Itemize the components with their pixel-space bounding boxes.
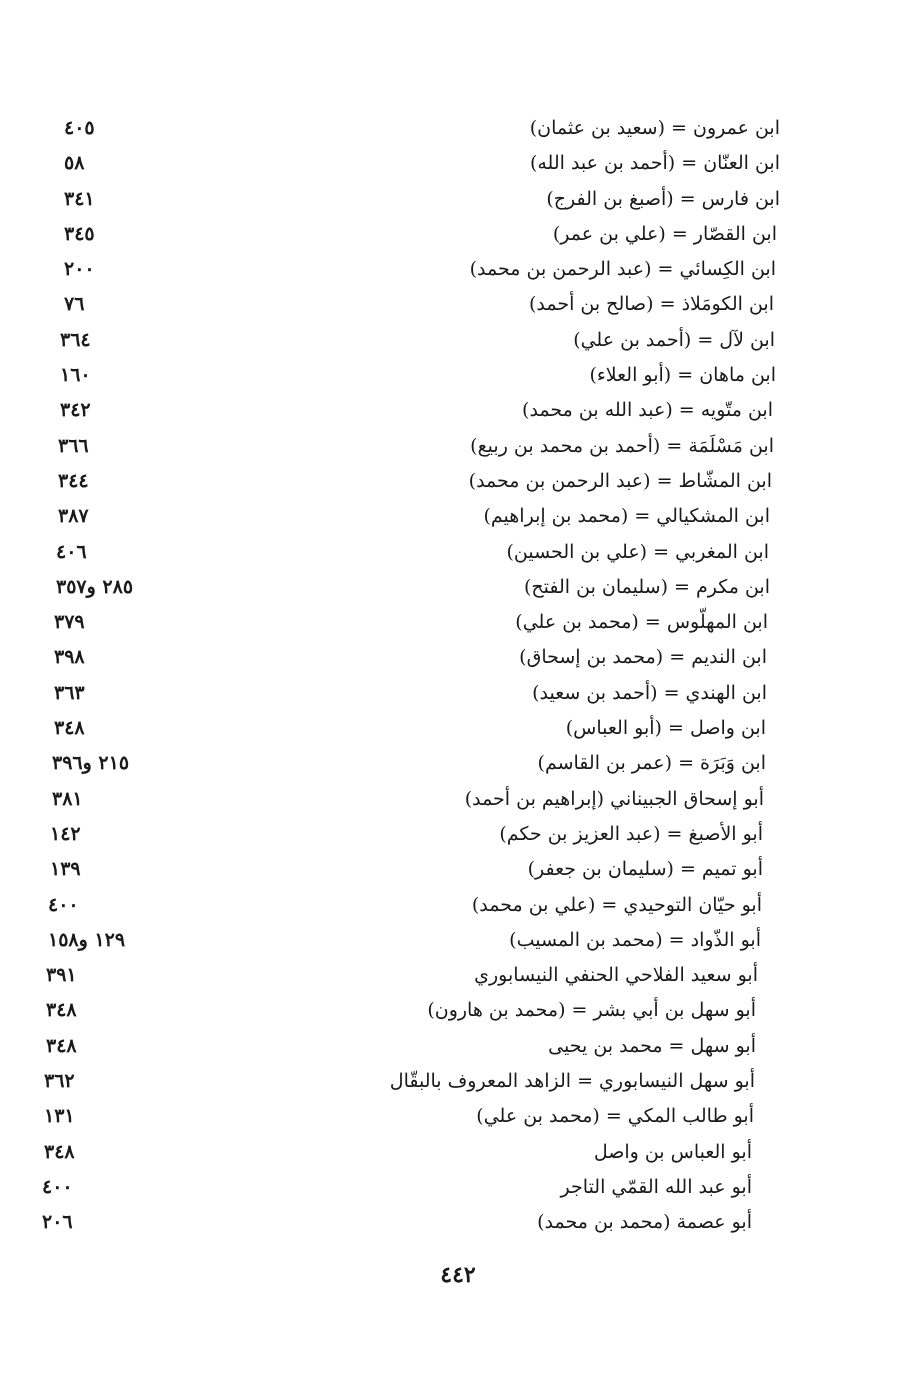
entry-pages: ٣٤٨	[46, 1034, 77, 1057]
index-entry	[40, 1205, 780, 1240]
entry-name: ابن الكِسائي = (عبد الرحمن بن محمد)	[469, 258, 776, 281]
entry-name: ابن العنّان = (أحمد بن عبد الله)	[529, 152, 780, 175]
index-entry	[40, 393, 780, 428]
index-entry	[40, 287, 780, 322]
entry-pages: ٣٩٨	[54, 646, 85, 669]
index-entry	[40, 782, 780, 817]
entry-pages: ٥٨	[64, 152, 85, 175]
index-entry	[40, 429, 780, 464]
entry-name: ابن واصل = (أبو العباس)	[565, 717, 766, 740]
index-entry	[40, 711, 780, 746]
entry-pages: ٣٨٧	[58, 505, 89, 528]
entry-pages: ٣٧٩	[54, 611, 85, 634]
index-entry	[40, 182, 780, 217]
index-entry	[40, 1029, 780, 1064]
entry-name: ابن مكرم = (سليمان بن الفتح)	[524, 575, 770, 598]
entry-pages: ٢٠٦	[42, 1211, 73, 1234]
index-entry	[40, 1170, 780, 1205]
entry-name: ابن لآل = (أحمد بن علي)	[573, 328, 775, 351]
entry-name: أبو سهل بن أبي بشر = (محمد بن هارون)	[427, 999, 756, 1022]
entry-pages: ٢٠٠	[64, 258, 95, 281]
entry-pages: ٣٤٥	[64, 222, 95, 245]
index-entry	[40, 1099, 780, 1134]
entry-name: ابن عمرون = (سعيد بن عثمان)	[529, 117, 780, 139]
entry-pages: ٣٦٢	[44, 1070, 75, 1093]
entry-name: ابن المغربي = (علي بن الحسين)	[506, 540, 769, 563]
index-entry	[40, 746, 780, 781]
index-entry	[40, 570, 780, 605]
entry-pages: ١٣٩	[50, 858, 81, 881]
index-entry	[40, 888, 780, 923]
index-entry	[40, 358, 780, 393]
entry-pages: ٤٠٠	[42, 1175, 73, 1198]
index-entry	[40, 817, 780, 852]
entry-name: ابن وَبَرَة = (عمر بن القاسم)	[537, 752, 766, 775]
entry-name: أبو عصمة (محمد بن محمد)	[537, 1211, 752, 1234]
entry-name: أبو الأصبغ = (عبد العزيز بن حكم)	[499, 822, 763, 845]
entry-pages: ٣٦٤	[60, 328, 91, 351]
index-entry	[40, 217, 780, 252]
entry-pages: ٣٦٦	[58, 434, 89, 457]
entry-pages: ٣٤١	[64, 187, 95, 210]
entry-pages: ٧٦	[64, 293, 85, 316]
entry-name: أبو الذّواد = (محمد بن المسيب)	[509, 928, 761, 951]
entry-pages: ١٢٩ و١٥٨	[48, 928, 126, 951]
entry-pages: ٤٠٠	[48, 893, 79, 916]
index-entry	[40, 958, 780, 993]
entry-name: أبو سهل = محمد بن يحيى	[548, 1034, 756, 1057]
index-entry	[40, 605, 780, 640]
entry-name: ابن الهندي = (أحمد بن سعيد)	[532, 681, 767, 704]
entry-name: أبو إسحاق الجبيناني (إبراهيم بن أحمد)	[464, 787, 764, 810]
entry-name: ابن المشكيالي = (محمد بن إبراهيم)	[483, 505, 770, 528]
entry-name: ابن الكومَلاذ = (صالح بن أحمد)	[528, 293, 774, 316]
index-entry	[40, 252, 780, 287]
index-entry	[40, 146, 780, 181]
index-entry	[40, 1135, 780, 1170]
entry-name: أبو تميم = (سليمان بن جعفر)	[527, 858, 763, 881]
index-entry	[40, 923, 780, 958]
index-entry	[40, 676, 780, 711]
index-entry	[40, 535, 780, 570]
entry-name: ابن المهلّوس = (محمد بن علي)	[515, 611, 768, 634]
entry-name: أبو عبد الله القمّي التاجر	[560, 1175, 752, 1198]
entry-name: أبو طالب المكي = (محمد بن علي)	[476, 1105, 754, 1128]
entry-pages: ١٦٠	[60, 364, 91, 387]
index-entry	[40, 111, 780, 146]
entry-pages: ٢٨٥ و٣٥٧	[56, 575, 134, 598]
entry-name: ابن ماهان = (أبو العلاء)	[589, 364, 776, 387]
entry-pages: ٣٤٨	[44, 1140, 75, 1163]
entry-pages: ١٣١	[44, 1105, 75, 1128]
entry-pages: ٤٠٥	[64, 117, 95, 139]
entry-name: أبو سهل النيسابوري = الزاهد المعروف بالبقّال	[389, 1070, 755, 1093]
entry-name: ابن فارس = (أصبغ بن الفرج)	[546, 187, 780, 210]
entry-pages: ٤٠٦	[56, 540, 87, 563]
entry-name: ابن متّويه = (عبد الله بن محمد)	[522, 399, 773, 422]
entry-pages: ٣٦٣	[54, 681, 85, 704]
index-list	[40, 111, 780, 1241]
entry-name: ابن المشّاط = (عبد الرحمن بن محمد)	[468, 469, 772, 492]
entry-pages: ٣٩١	[46, 964, 77, 987]
index-entry	[40, 464, 780, 499]
entry-pages: ٢١٥ و٣٩٦	[52, 752, 130, 775]
index-entry	[40, 640, 780, 675]
index-entry	[40, 323, 780, 358]
entry-name: أبو حيّان التوحيدي = (علي بن محمد)	[471, 893, 762, 916]
entry-pages: ٣٤٨	[46, 999, 77, 1022]
entry-name: ابن النديم = (محمد بن إسحاق)	[519, 646, 767, 669]
index-entry	[40, 499, 780, 534]
entry-name: ابن مَسْلَمَة = (أحمد بن محمد بن ربيع)	[470, 434, 774, 457]
entry-name: أبو العباس بن واصل	[593, 1140, 752, 1163]
entry-pages: ٣٤٢	[60, 399, 91, 422]
entry-pages: ٣٤٤	[58, 469, 89, 492]
entry-pages: ١٤٢	[50, 822, 81, 845]
entry-pages: ٣٨١	[52, 787, 83, 810]
index-entry	[40, 852, 780, 887]
index-entry	[40, 1064, 780, 1099]
index-entry	[40, 993, 780, 1028]
page-number: ٤٤٢	[440, 1262, 476, 1288]
entry-name: أبو سعيد الفلاحي الحنفي النيسابوري	[474, 964, 758, 987]
entry-name: ابن القصّار = (علي بن عمر)	[552, 222, 777, 245]
entry-pages: ٣٤٨	[54, 717, 85, 740]
